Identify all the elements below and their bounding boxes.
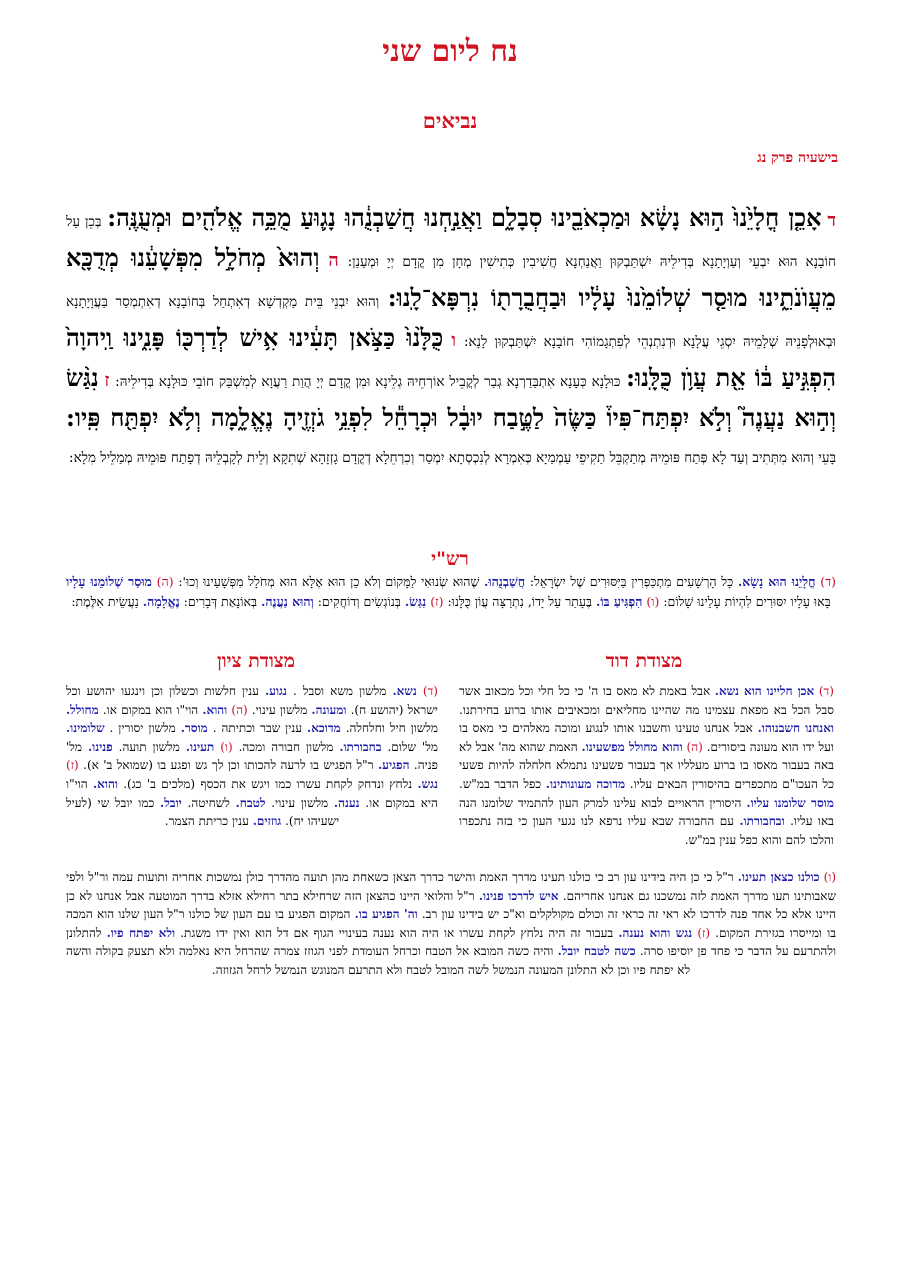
verse-number: ו bbox=[451, 330, 456, 351]
targum-text: וְהוּא יִבְנֵי בֵּית מַקְדְשָׁא דְאִתְחַל בְּחוֹבָנָא דְאִתְמְסַר בַּעֲוָיָתָנָא וּבְאוּלְפָנֵיהּ שְׁלָמֵיהּ יִסְגֵי עֲלָנָא וּדְנִתְנְהֵי לְפִתְגָמוֹהִי חוֹבָנָא יִשְׁתַּבְקוּן לָנָא: bbox=[66, 294, 836, 350]
entry-number: (ה) bbox=[686, 739, 703, 754]
dibbur-hamatchil: יובל. bbox=[160, 795, 182, 810]
commentary-text: ענין חלשות וכשלון וכן וינגעו יהושע וכל ישראל (יהושע ח). bbox=[66, 684, 438, 717]
dibbur-hamatchil: אכן חליינו הוא נשא. bbox=[714, 684, 815, 698]
commentary-text: האמת שהוא מה' אבל לא באה בעבור מאסו בו ברוע מעלליו אך בעבור פשעינו נתמלא חלחלה להיות פשעי כל העכו"ם מתכפרים בהיסורין הבאים עליו. bbox=[459, 739, 834, 791]
commentary-text: והיה כשה המובא אל הטבח וכרחל העומדת לפני הגוזז צמרה שהרחל היא נאלמה ולא תצעק בקולה והשה לא יפתח פיו וכן לא התלונן המעונה הנמשל לשה המובל לטבח ולא התרעם המנוגש הנמשל לרחל הגזוזה. bbox=[66, 944, 691, 977]
commentary-text: בעבור זה היה נלחץ לקחת עשרו או היה הוא נענה בעינויי הגוף אם דל הוא ואין ידו משגת. bbox=[180, 925, 614, 940]
entry-number: (ד) bbox=[422, 684, 438, 698]
dibbur-hamatchil: מדוכא. bbox=[307, 721, 341, 736]
dibbur-hamatchil: איש לדרכו פנינו. bbox=[478, 888, 559, 903]
dibbur-hamatchil: מוסר. bbox=[180, 721, 208, 736]
dibbur-hamatchil: והוא. bbox=[202, 702, 228, 717]
commentary-text: בָּאוּ עָלָיו יִסּוּרִים לִהְיוֹת עָלֵינוּ שָׁלוֹם: bbox=[663, 594, 831, 609]
dibbur-hamatchil: ואנחנו חשבנוהו. bbox=[757, 721, 834, 736]
dibbur-hamatchil: גוזזים. bbox=[252, 814, 282, 829]
commentary-text: בֶּעָתַר עַל יָדוֹ, נִתְרַצָּה עֲוֹן כֻּלָּנוּ: bbox=[447, 594, 593, 609]
verse-number: ה bbox=[328, 250, 339, 271]
commentary-text: מלשון עינוי. bbox=[271, 795, 329, 810]
commentary-text: מלשון משא וסבל . bbox=[292, 684, 387, 698]
dibbur-hamatchil: הִפְגִּיעַ בּוֹ. bbox=[596, 594, 643, 609]
commentary-text: מלשון חבורה ומכה. bbox=[238, 739, 334, 754]
entry-number: (ו) bbox=[823, 870, 837, 884]
dibbur-hamatchil: והוא מחולל מפשעינו. bbox=[581, 739, 683, 754]
dibbur-hamatchil: מחולל. bbox=[66, 702, 99, 717]
commentary-text: ר"ל הפגיש בו לרעה להכותו וכן לך גש ופגע בו (שמואל ב' א). bbox=[83, 758, 374, 773]
verse-number: ד bbox=[827, 210, 836, 231]
commentary-text: להתלונן ולהתרעם על הדבר כי פחד פן יוסיפו סרה. bbox=[66, 925, 837, 959]
commentary-text: נַעֲשֵׂית אִלֶּמֶת: bbox=[71, 594, 139, 609]
dibbur-hamatchil: מדוכה מעונותינו. bbox=[545, 776, 626, 791]
commentary-text: כמו יובל שי (לעיל ישעיהו יח). bbox=[66, 795, 340, 829]
verse-text: נִגַּ֨שׂ וְה֣וּא נַעֲנֶה֮ וְלֹ֣א יִפְתַּח־פִּיו֒ כַּשֶּׂה֙ לַטֶּ֣בַח יוּבָ֔ל וּכְרָחֵ֕ל לִפְנֵ֥י גֹזְזֶ֖יהָ נֶאֱלָ֑מָה וְלֹ֥א יִפְתַּ֖ח פִּֽיו: bbox=[66, 363, 836, 432]
dibbur-hamatchil: חֲשַׁבְנֻהוּ. bbox=[484, 574, 526, 589]
dibbur-hamatchil: וה' הפגיע בו. bbox=[354, 907, 418, 922]
dibbur-hamatchil: שלומינו. bbox=[66, 721, 105, 736]
metzudat-david-continuation bbox=[66, 868, 836, 980]
dibbur-hamatchil: נשא. bbox=[392, 684, 417, 698]
dibbur-hamatchil: ובחבורתו. bbox=[739, 814, 785, 829]
entry-number: (ה) bbox=[231, 702, 248, 717]
commentary-text: ר"ל כי כן היה בידינו עון רב כי כולנו תעינו מדרך האמת והישר כדרך הצאן כשאחת מהן תועה מהדרך כולן נמשכות אחריה ותועות עמה ור"ל ולפי שאבותינו תעו מדרך האמת לזה נמשכנו גם אנחנו אחריהם. bbox=[66, 870, 836, 903]
verse-number: ז bbox=[104, 370, 110, 391]
entry-number: (ד) bbox=[818, 684, 834, 698]
dibbur-hamatchil: מוּסַר שְׁלוֹמֵנוּ עָלָיו bbox=[66, 574, 152, 589]
dibbur-hamatchil: מוסר שלומנו עליו. bbox=[746, 795, 834, 810]
entry-number: (ז) bbox=[697, 925, 711, 940]
dibbur-hamatchil: נֶאֱלָמָה. bbox=[142, 594, 180, 609]
rashi-heading: רש"י bbox=[431, 548, 469, 570]
entry-number: (ז) bbox=[430, 594, 444, 609]
dibbur-hamatchil: נענה. bbox=[333, 795, 360, 810]
dibbur-hamatchil: והוא. bbox=[93, 776, 118, 791]
dibbur-hamatchil: פנינו. bbox=[87, 739, 113, 754]
commentary-text: כפל הדבר במ"ש. bbox=[459, 776, 542, 791]
targum-text: כּוּלָנָא כְּעָנָא אִתְבַּדַרְנָא גְבַר לְקֳבֵיל אוֹרְחֵיהּ גְלֵינָא וּמִן קֳדָם יְיָ הֲוַת רַעֲוָא לְמִשְׁבַּק חוֹבֵי כּוּלָנָא בְּדִילֵיהּ: bbox=[115, 374, 621, 390]
section-title: נביאים bbox=[422, 108, 478, 133]
entry-number: (ו) bbox=[646, 594, 660, 609]
targum-text: בָּעֵי וְהוּא מִתְּתִיב וְעַד לָא פְּתַח פּוּמֵיהּ מְתַקְבֵּל תַקִיפֵי עַמְמַיָא כְּאִמְרָא לְנִכְסְתָא יִמְסַר וְכִרְחֵלָא דְקֳדָם גָזְזָהָא שְׁתִקָא וְלֵית לְקָבְלֵיהּ דְפָתַח פּוּמֵיהּ מְמַלֵיל מִלָא: bbox=[69, 450, 836, 466]
metzudat-zion-heading: מצודת ציון bbox=[216, 650, 296, 672]
commentary-text: מל' שלום. bbox=[387, 739, 438, 754]
dibbur-hamatchil: ולא יפתח פיו. bbox=[106, 925, 176, 940]
entry-number: (ז) bbox=[66, 758, 79, 773]
commentary-text: עם החבורה שבא עליו נרפא לנו נגעי העון כי בזה נתכפרו והלכו להם והוא כפל ענין במ"ש. bbox=[459, 814, 834, 847]
commentary-text: בְּאוֹנָאַת דְּבָרִים: bbox=[183, 594, 258, 609]
rashi-commentary bbox=[66, 572, 836, 612]
metzudat-david-heading: מצודת דוד bbox=[605, 650, 683, 672]
dibbur-hamatchil: וְהוּא נַעֲנֶה. bbox=[261, 594, 314, 609]
commentary-text: נלחץ ונדחק לקחת עשרו כמו ויגש את הכסף (מלכים ב' כג). bbox=[123, 776, 413, 791]
targum-text: בְּכֵן עַל חוֹבָנָא הוּא יִבְעֵי וְעַוְיָתָנָא בְּדִילֵיהּ יִשְׁתַּבְקוּן וַאֲנַחְנָא חֲשִׁיבִין כְּתִישִׁין מְחָן מִן קֳדָם יְיָ וּמְעַנַן: bbox=[66, 214, 837, 270]
dibbur-hamatchil: בחבורתו. bbox=[339, 739, 382, 754]
page-title: נח ליום שני bbox=[382, 34, 518, 69]
commentary-text: מלשון חיל וחלחלה. bbox=[345, 721, 439, 736]
commentary-text: היסורין הראויים לבוא עלינו למרק העון להתמיד שלומנו הנה באו עליו. bbox=[459, 795, 834, 829]
dibbur-hamatchil: כולנו כצאן תעינו. bbox=[737, 870, 820, 884]
entry-number: (ד) bbox=[820, 574, 837, 589]
commentary-text: מלשון עינוי. bbox=[251, 702, 308, 717]
commentary-text: המקום הפגיע בו עם העון של כולנו ר"ל העון שלנו הוא המכה בו ומייסרו בגזירת המקום. bbox=[66, 907, 836, 940]
verse-text: כֻּלָּ֙נוּ֙ כַּצֹּ֣אן תָּעִ֔ינוּ אִ֥ישׁ לְדַרְכּ֖וֹ פָּנִ֑ינוּ וַֽיהוָה֙ הִפְגִּ֣יעַ בּ֔וֹ אֵ֖ת עֲוֺ֥ן כֻּלָּֽנוּ: bbox=[66, 323, 837, 392]
dibbur-hamatchil: נִגַּשׂ. bbox=[404, 594, 427, 609]
commentary-text: מלשון תועה. bbox=[118, 739, 180, 754]
chapter-label: בישעיה פרק נג bbox=[757, 150, 838, 166]
commentary-text: ר"ל והלואי היינו כהצאן הזה שרחילא בתר רחילא אזלא בדרך המוטעה אבל אנחנו לא כן היינו אלא כל אחד פנה לדרכו לא ראי זה כראי זה וכולם מקולקלים וא"כ יש בידינו עון רב. bbox=[66, 888, 836, 922]
entry-number: (ה) bbox=[156, 574, 174, 589]
verses-block bbox=[66, 200, 836, 476]
commentary-text: כָּל הָרְשָׁעִים מִתְכַּפְּרִין בַּיִּסּוּרִים שֶׁל יִשְׂרָאֵל: bbox=[529, 574, 734, 589]
dibbur-hamatchil: תעינו. bbox=[185, 739, 215, 754]
verse-text: אָכֵ֤ן חֳלָיֵ֙נוּ֙ ה֣וּא נָשָׂ֔א וּמַכְאֹבֵ֖ינוּ סְבָלָ֑ם וַאֲנַ֣חְנוּ חֲשַׁבְנֻ֔הוּ נָג֛וּעַ מֻכֵּ֥ה אֱלֹהִ֖ים וּמְעֻנֶּֽה: bbox=[107, 203, 822, 232]
dibbur-hamatchil: הפגיע. bbox=[377, 758, 410, 773]
dibbur-hamatchil: נגש והוא נענה. bbox=[618, 925, 693, 940]
commentary-text: לשחיטה. bbox=[187, 795, 230, 810]
commentary-text: ענין כריתת הצמר. bbox=[164, 814, 249, 829]
dibbur-hamatchil: ומעונה. bbox=[311, 702, 347, 717]
dibbur-hamatchil: כשה לטבח יובל. bbox=[557, 944, 636, 959]
metzudat-zion-column bbox=[66, 682, 438, 831]
commentary-text: שֶׁהוּא שְׂנוּאִי לַמָּקוֹם וְלֹא כֵן הוּא אֶלָּא הוּא מְחֹלָל מִפְּשָׁעֵינוּ וְכוּ': bbox=[178, 574, 480, 589]
commentary-text: אבל באמת לא מאס בו ה' כי כל חלי וכל מכאוב אשר סבל הכל בא מפאת עצמינו מה שהיינו מחליאים ומכאיבים אותו ברוע בחירתנו. bbox=[459, 684, 834, 717]
commentary-text: בְּנוֹגְשִׂים וְדוֹחֲקִים: bbox=[317, 594, 401, 609]
commentary-text: מלשון יסורין . bbox=[109, 721, 176, 736]
dibbur-hamatchil: נגוע. bbox=[264, 684, 287, 698]
entry-number: (ו) bbox=[220, 739, 233, 754]
commentary-text: הוי"ו היא במקום או. bbox=[66, 776, 438, 810]
commentary-text: הוי"ו הוא במקום או. bbox=[102, 702, 199, 717]
commentary-text: ענין שבר וכתיתה . bbox=[212, 721, 303, 736]
verse-text: וְהוּא֙ מְחֹלָ֣ל מִפְּשָׁעֵ֔נוּ מְדֻכָּ֖א מֵעֲוֺנֹתֵ֑ינוּ מוּסַ֤ר שְׁלוֹמֵ֙נוּ֙ עָלָ֔יו וּבַחֲבֻרָת֖וֹ נִרְפָּא־לָֽנוּ: bbox=[66, 243, 836, 312]
commentary-text: מל' פניה. bbox=[66, 739, 438, 773]
dibbur-hamatchil: חֳלָיֵנוּ הוּא נָשָׂא. bbox=[737, 574, 816, 589]
dibbur-hamatchil: לטבח. bbox=[235, 795, 266, 810]
metzudat-david-column bbox=[459, 682, 834, 849]
commentary-text: אבל אנחנו טעינו וחשבנו אותו לנגוע ומוכה מאלהים כי מאס בו ועל ידו הוא מעונה ביסורים. bbox=[459, 721, 834, 754]
dibbur-hamatchil: נגש. bbox=[417, 776, 438, 791]
